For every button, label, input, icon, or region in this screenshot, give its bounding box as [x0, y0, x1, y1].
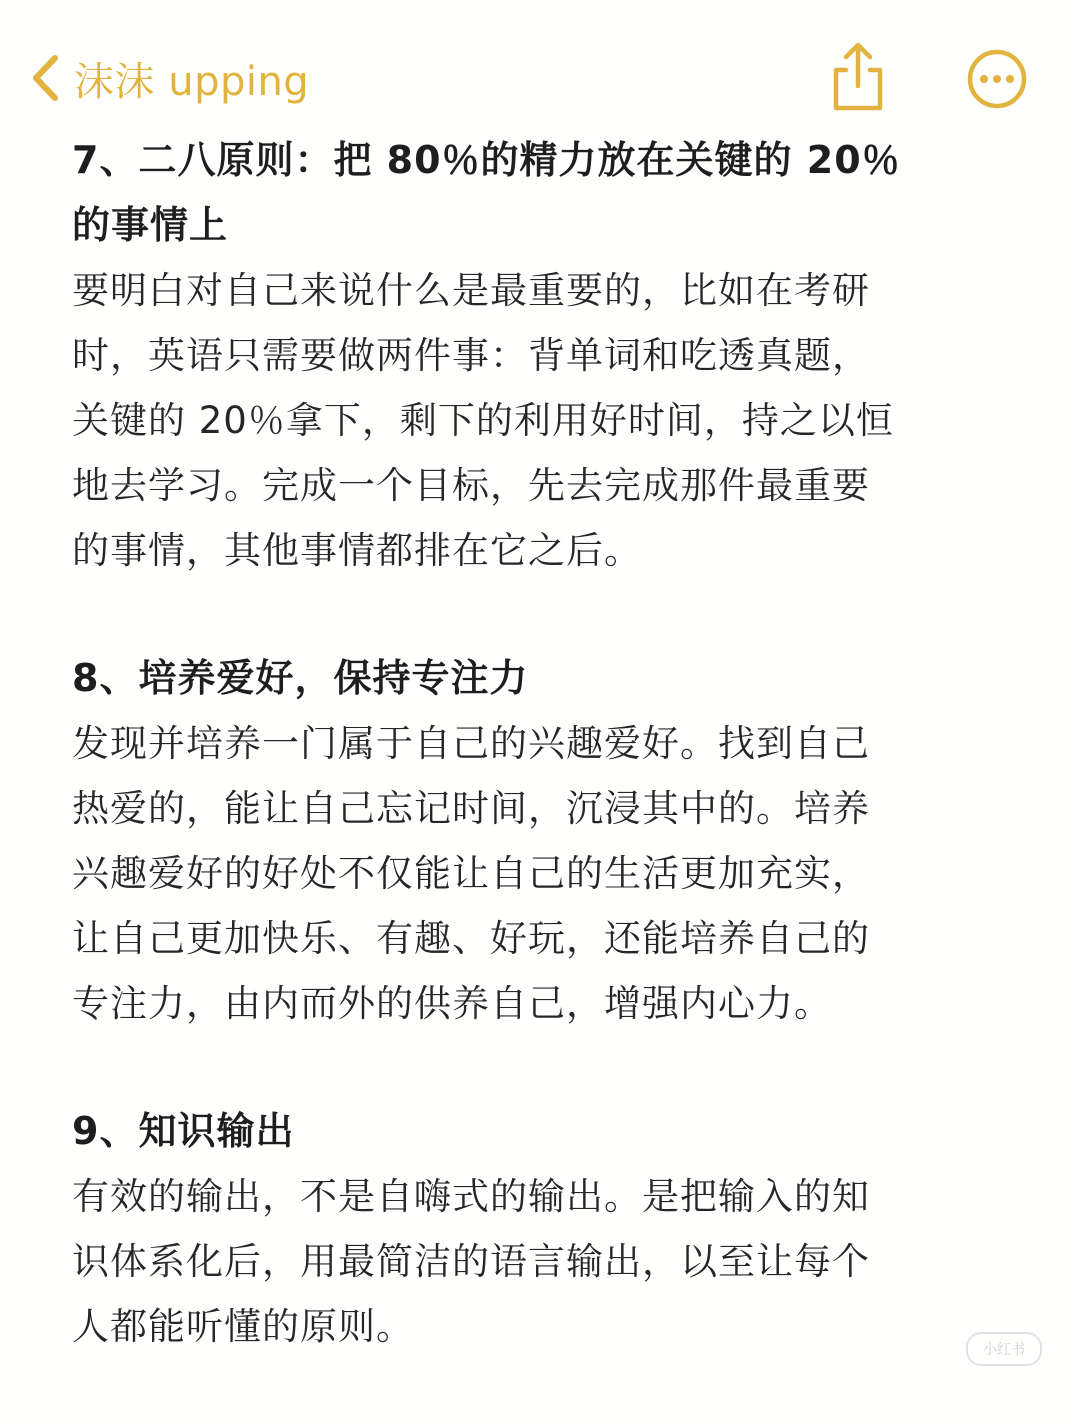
section-body — [72, 711, 1032, 1036]
section-8 — [72, 646, 1032, 1036]
section-9 — [72, 1099, 1032, 1359]
body-line: 识体系化后，用最简洁的语言输出，以至让每个 — [72, 1240, 870, 1283]
heading-line: 9、知识输出 — [72, 1109, 295, 1153]
body-line: 时，英语只需要做两件事：背单词和吃透真题， — [72, 334, 870, 377]
body-line: 关键的 20％拿下，剩下的利用好时间，持之以恒 — [72, 399, 894, 442]
navigation-bar — [0, 0, 1080, 140]
note-content — [72, 128, 1032, 1359]
share-button[interactable] — [826, 40, 890, 112]
heading-line: 7、二八原则：把 80％的精力放在关键的 20％ — [72, 138, 901, 182]
heading-line: 的事情上 — [72, 203, 229, 247]
body-line: 的事情，其他事情都排在它之后。 — [72, 529, 642, 572]
body-line: 人都能听懂的原则。 — [72, 1305, 414, 1348]
back-button[interactable] — [28, 50, 309, 106]
back-label: 沫沫 upping — [74, 58, 310, 105]
heading-line: 8、培养爱好，保持专注力 — [72, 656, 529, 700]
section-7 — [72, 128, 1032, 583]
body-line: 兴趣爱好的好处不仅能让自己的生活更加充实， — [72, 852, 870, 895]
watermark-logo: 小红书 — [966, 1332, 1042, 1366]
section-body — [72, 1164, 1032, 1359]
more-button[interactable] — [966, 48, 1028, 110]
body-line: 地去学习。完成一个目标，先去完成那件最重要 — [72, 464, 870, 507]
section-body — [72, 258, 1032, 583]
body-line: 热爱的，能让自己忘记时间，沉浸其中的。培养 — [72, 787, 870, 830]
section-heading — [72, 646, 1032, 711]
body-line: 发现并培养一门属于自己的兴趣爱好。找到自己 — [72, 722, 870, 765]
section-heading — [72, 128, 1032, 258]
body-line: 让自己更加快乐、有趣、好玩，还能培养自己的 — [72, 917, 870, 960]
body-line: 要明白对自己来说什么是最重要的，比如在考研 — [72, 269, 870, 312]
more-icon — [966, 95, 1028, 114]
share-icon — [826, 97, 890, 116]
section-heading — [72, 1099, 1032, 1164]
body-line: 专注力，由内而外的供养自己，增强内心力。 — [72, 982, 832, 1025]
body-line: 有效的输出，不是自嗨式的输出。是把输入的知 — [72, 1175, 870, 1218]
chevron-left-icon — [28, 53, 62, 103]
